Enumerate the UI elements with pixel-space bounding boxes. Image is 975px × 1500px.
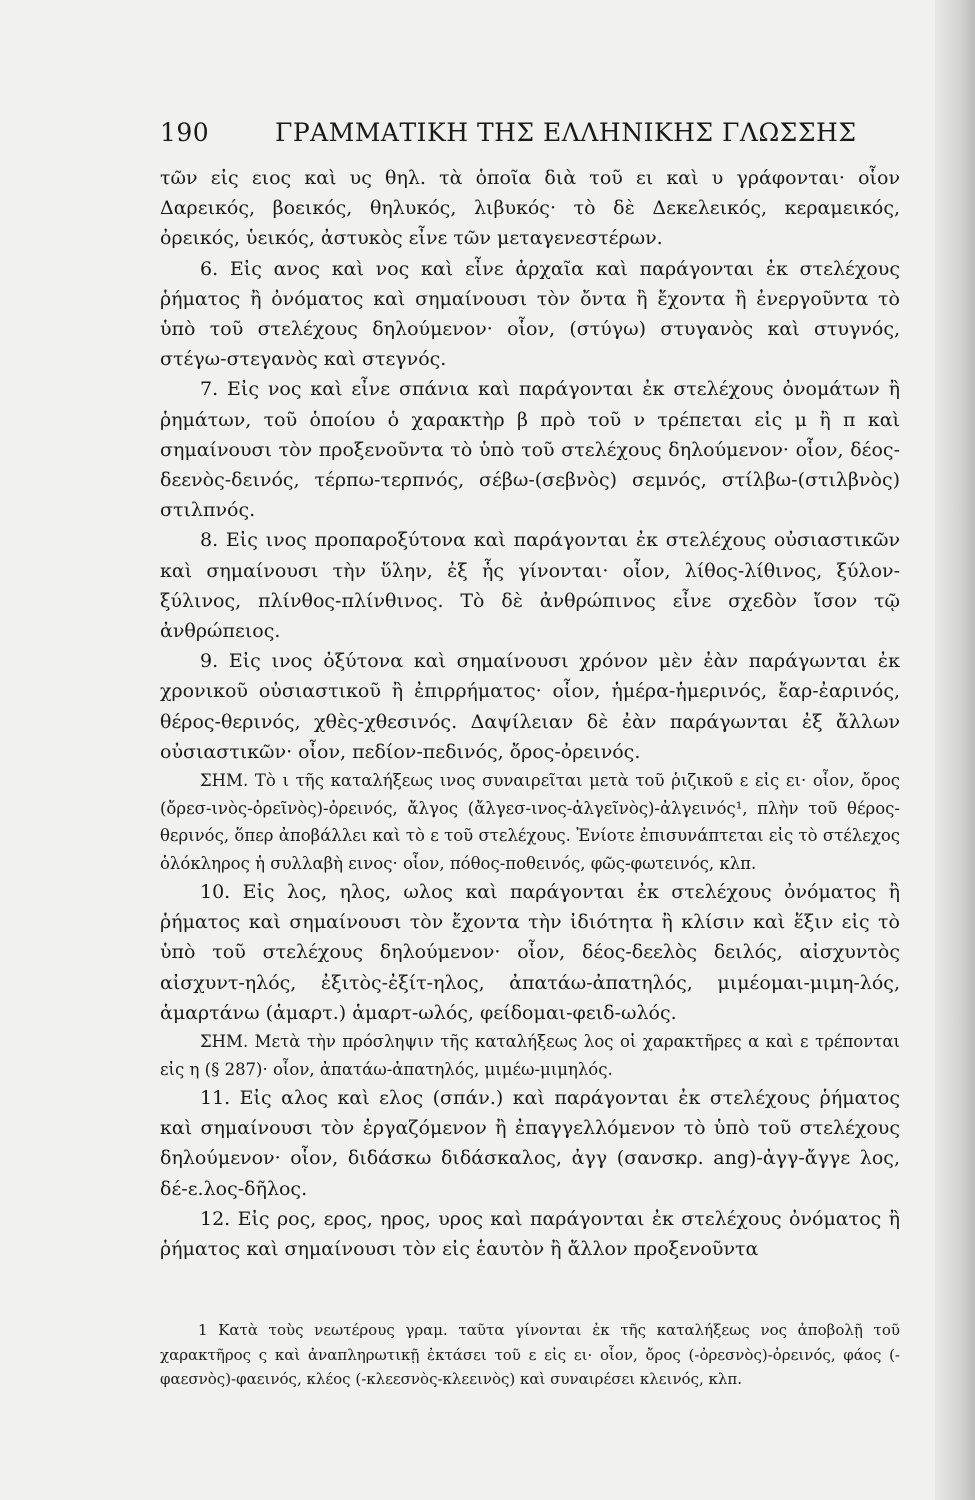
paragraph-continuation: τῶν εἰς ειος καὶ υς θηλ. τὰ ὁποῖα διὰ τοῦ ει καὶ υ γράφονται· οἷον Δαρεικός, βοεικός, θηλυκός, λιβυκός· τὸ δὲ Δεκελεικός, κεραμεικός, ὀρεικός, ὑεικός, ἀστυκὸς εἶνε τῶν μεταγενεστέρων.	[160, 167, 900, 250]
note-2: ΣΗΜ. Μετὰ τὴν πρόσληψιν τῆς καταλήξεως λος οἱ χαρακτῆρες α καὶ ε τρέπονται εἰς η (§ 287)· οἷον, ἀπατάω-ἀπατηλός, μιμέω-μιμηλός.	[160, 1032, 900, 1079]
footnotes	[160, 1318, 900, 1392]
note-1: ΣΗΜ. Τὸ ι τῆς καταλήξεως ινος συναιρεῖται μετὰ τοῦ ῥιζικοῦ ε εἰς ει· οἷον, ὄρος (ὄρεσ-ινὸς-ὀρεῖνὸς)-ὀρεινός, ἄλγος (ἄλγεσ-ινος-ἀλγεῖνὸς)-ἀλγεινός¹, πλὴν τοῦ θέρος-θερινός, ὅπερ ἀποβάλλει καὶ τὸ ε τοῦ στελέχους. Ἐνίοτε ἐπισυνάπτεται εἰς τὸ στέλεχος ὁλόκληρος ἡ συλλαβὴ εινος· οἷον, πόθος-ποθεινός, φῶς-φωτεινός, κλπ.	[160, 771, 900, 873]
running-title: ΓΡΑΜΜΑΤΙΚΗ ΤΗΣ ΕΛΛΗΝΙΚΗΣ ΓΛΩΣΣΗΣ	[275, 118, 857, 147]
main-text	[160, 163, 900, 1264]
paragraph-12: 12. Εἰς ρος, ερος, ηρος, υρος καὶ παράγονται ἐκ στελέχους ὀνόματος ἢ ῥήματος καὶ σημαίνουσι τὸν εἰς ἑαυτὸν ἢ ἄλλον προξενοῦντα	[160, 1207, 900, 1261]
paragraph-9: 9. Εἰς ινος ὀξύτονα καὶ σημαίνουσι χρόνον μὲν ἐὰν παράγωνται ἐκ χρονικοῦ οὐσιαστικοῦ ἢ ἐπιρρήματος· οἷον, ἡμέρα-ἡμερινός, ἔαρ-ἐαρινός, θέρος-θερινός, χθὲς-χθεσινός. Δαψίλειαν δὲ ἐὰν παράγωνται ἐξ ἄλλων οὐσιαστικῶν· οἷον, πεδίον-πεδινός, ὄρος-ὀρεινός.	[160, 650, 900, 763]
page-number: 190	[160, 118, 210, 147]
paragraph-8: 8. Εἰς ινος προπαροξύτονα καὶ παράγονται ἐκ στελέχους οὐσιαστικῶν καὶ σημαίνουσι τὴν ὕλην, ἐξ ἧς γίνονται· οἷον, λίθος-λίθινος, ξύλον-ξύλινος, πλίνθος-πλίνθινος. Τὸ δὲ ἀνθρώπινος εἶνε σχεδὸν ἴσον τῷ ἀνθρώπειος.	[160, 529, 900, 643]
footnote-1: 1 Κατὰ τοὺς νεωτέρους γραμ. ταῦτα γίνονται ἐκ τῆς καταλήξεως νος ἀποβολῇ τοῦ χαρακτῆρος ς καὶ ἀναπληρωτικῇ ἐκτάσει τοῦ ε εἰς ει· οἷον, ὄρος (-ὀρεσνὸς)-ὀρεινός, φάος (-φαεσνὸς)-φαεινός, κλέος (-κλεεσνὸς-κλεεινὸς) καὶ συναιρέσει κλεινός, κλπ.	[160, 1321, 900, 1388]
paragraph-11: 11. Εἰς αλος καὶ ελος (σπάν.) καὶ παράγονται ἐκ στελέχους ῥήματος καὶ σημαίνουσι τὸν ἐργαζόμενον ἢ ἐπαγγελλόμενον τὸ ὑπὸ τοῦ στελέχους δηλούμενον· οἷον, διδάσκω διδάσκαλος, ἀγγ (σανσκρ. ang)-ἀγγ-ἄγγε λος, δέ-ε.λος-δῆλος.	[160, 1087, 900, 1200]
paragraph-6: 6. Εἰς ανος καὶ νος καὶ εἶνε ἀρχαῖα καὶ παράγονται ἐκ στελέχους ῥήματος ἢ ὀνόματος καὶ σημαίνουσι τὸν ὄντα ἢ ἔχοντα ἢ ἐνεργοῦντα τὸ ὑπὸ τοῦ στελέχους δηλούμενον· οἷον, (στύγω) στυγανὸς καὶ στυγνός, στέγω-στεγανὸς καὶ στεγνός.	[160, 257, 900, 371]
paragraph-10: 10. Εἰς λος, ηλος, ωλος καὶ παράγονται ἐκ στελέχους ὀνόματος ἢ ῥήματος καὶ σημαίνουσι τὸν ἔχοντα τὴν ἰδιότητα ἢ κλίσιν καὶ ἕξιν εἰς τὸ ὑπὸ τοῦ στελέχους δηλούμενον· οἷον, δέος-δεελὸς δειλός, αἰσχυντὸς αἰσχυντ-ηλός, ἐξιτὸς-ἐξίτ-ηλος, ἀπατάω-ἀπατηλός, μιμέομαι-μιμη-λός, ἁμαρτάνω (ἁμαρτ.) ἁμαρτ-ωλός, φείδομαι-φειδ-ωλός.	[160, 881, 900, 1024]
paragraph-7: 7. Εἰς νος καὶ εἶνε σπάνια καὶ παράγονται ἐκ στελέχους ὀνομάτων ἢ ῥημάτων, τοῦ ὁποίου ὁ χαρακτὴρ β πρὸ τοῦ ν τρέπεται εἰς μ ἢ π καὶ σημαίνουσι τὸν προξενοῦντα τὸ ὑπὸ τοῦ στελέχους δηλούμενον· οἷον, δέος-δεενὸς-δεινός, τέρπω-τερπνός, σέβω-(σεβνὸς) σεμνός, στίλβω-(στιλβνὸς) στιλπνός.	[160, 378, 900, 522]
page-edge	[935, 0, 975, 1500]
